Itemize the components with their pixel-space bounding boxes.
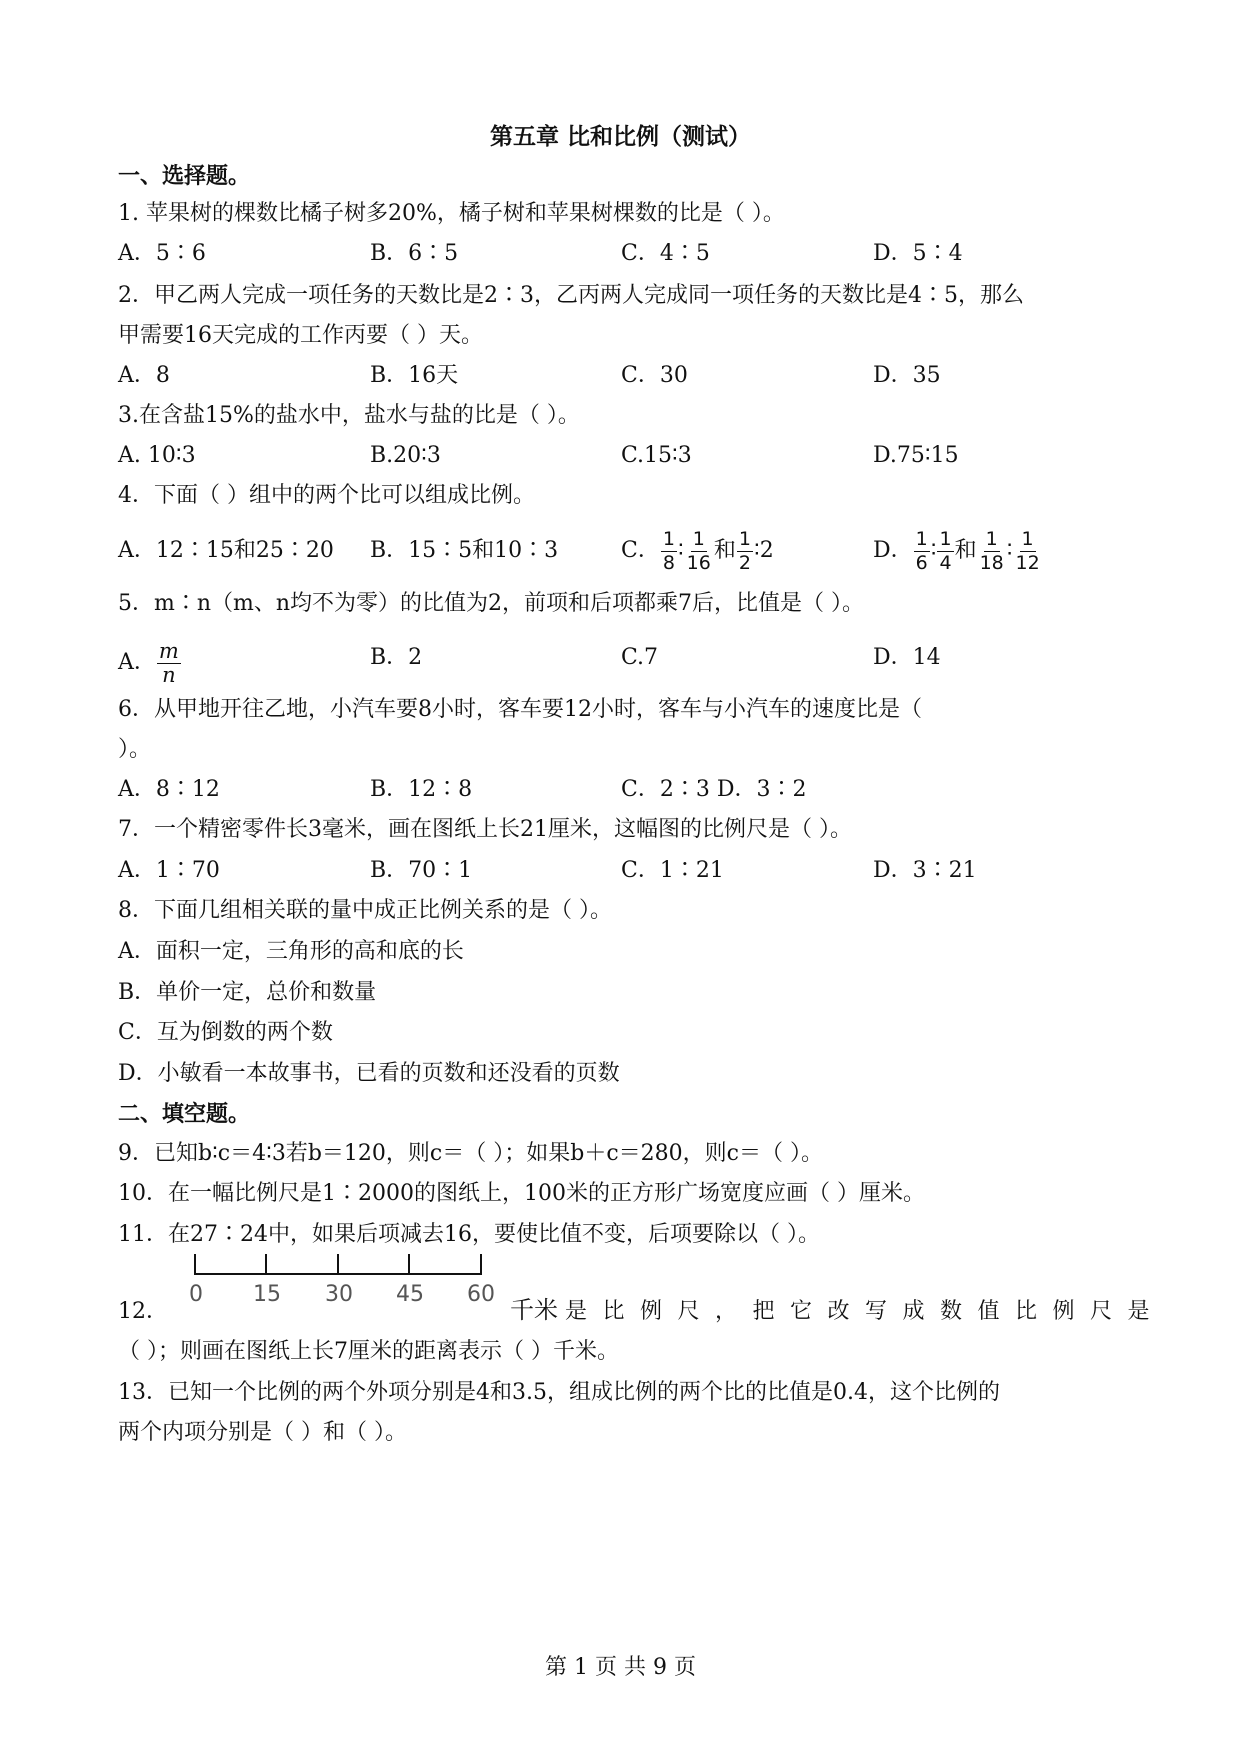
question-4-stem: 4．下面（ ）组中的两个比可以组成比例。 — [118, 483, 535, 508]
q3-option-c: C.15∶3 — [621, 443, 692, 468]
q8-option-c: C．互为倒数的两个数 — [118, 1020, 333, 1045]
q5-option-c: C.7 — [621, 645, 659, 670]
question-12-number: 12． — [118, 1299, 168, 1324]
question-2-stem-line1: 2．甲乙两人完成一项任务的天数比是2∶3，乙丙两人完成同一项任务的天数比是4∶5，那么 — [118, 283, 1024, 308]
question-6-stem-line2: ）。 — [118, 737, 152, 762]
q2-option-b: B．16天 — [370, 363, 459, 388]
question-5-stem: 5．m∶n（m、n均不为零）的比值为2，前项和后项都乘7后，比值是（ ）。 — [118, 591, 865, 616]
scale-label-30: 30 — [325, 1282, 353, 1307]
q8-option-b: B．单价一定，总价和数量 — [118, 980, 377, 1005]
q4-option-d-label: D． — [873, 538, 913, 563]
q7-option-a: A．1∶70 — [118, 858, 220, 883]
section-heading-choice: 一、选择题。 — [118, 163, 251, 189]
q5-option-b: B．2 — [370, 645, 423, 670]
question-13-stem-line2: 两个内项分别是（ ）和（ ）。 — [118, 1420, 407, 1445]
question-9: 9．已知b∶c＝4∶3若b＝120，则c＝（ ）；如果b＋c＝280，则c＝（ ）。 — [118, 1141, 823, 1166]
question-12-stem-line2: （ ）；则画在图纸上长7厘米的距离表示（ ）千米。 — [118, 1339, 619, 1364]
q6-option-cd: C．2∶3 D．3∶2 — [621, 777, 807, 802]
q1-option-d: D．5∶4 — [873, 241, 963, 266]
q5-option-a-label: A． — [118, 650, 156, 675]
scale-label-60: 60 — [467, 1282, 495, 1307]
question-6-stem-line1: 6．从甲地开往乙地，小汽车要8小时，客车要12小时，客车与小汽车的速度比是（ — [118, 697, 922, 722]
q4-option-a: A．12∶15和25∶20 — [118, 538, 334, 563]
ratio-colon: ∶ — [1006, 538, 1013, 563]
q4-option-c-label: C． — [621, 538, 660, 563]
q3-option-a: A. 10∶3 — [118, 443, 196, 468]
fraction: $\frac{1}{8}$ — [662, 527, 675, 574]
fraction: $\frac{1}{12}$ — [1015, 527, 1040, 574]
page-footer: 第 1 页 共 9 页 — [545, 1655, 696, 1680]
question-1-stem: 1. 苹果树的棵数比橘子树多20%，橘子树和苹果树棵数的比是（ ）。 — [118, 201, 785, 226]
q8-option-d: D．小敏看一本故事书，已看的页数和还没看的页数 — [118, 1061, 620, 1086]
ratio-colon: ∶ — [930, 538, 937, 563]
q3-option-b: B.20∶3 — [370, 443, 441, 468]
fraction: $\frac{1}{2}$ — [738, 527, 751, 574]
ratio-colon: ∶ — [677, 538, 684, 563]
scale-unit: 千米 — [510, 1296, 558, 1324]
question-10: 10．在一幅比例尺是1∶2000的图纸上，100米的正方形广场宽度应画（ ）厘米。 — [118, 1181, 925, 1206]
question-7-stem: 7．一个精密零件长3毫米，画在图纸上长21厘米，这幅图的比例尺是（ ）。 — [118, 817, 852, 842]
q4-option-c — [621, 513, 774, 589]
q7-option-c: C．1∶21 — [621, 858, 724, 883]
question-3-stem: 3.在含盐15%的盐水中，盐水与盐的比是（ ）。 — [118, 403, 580, 428]
question-13-stem-line1: 13．已知一个比例的两个外项分别是4和3.5，组成比例的两个比的比值是0.4，这个比例的 — [118, 1380, 1000, 1405]
q3-option-d: D.75∶15 — [873, 443, 959, 468]
fraction: $\frac{1}{6}$ — [915, 527, 928, 574]
q4-option-b: B．15∶5和10∶3 — [370, 538, 559, 563]
q1-option-b: B．6∶5 — [370, 241, 459, 266]
ratio-tail: ∶2 — [753, 538, 774, 563]
fraction: $\frac{m}{n}$ — [158, 638, 179, 687]
q6-option-b: B．12∶8 — [370, 777, 473, 802]
question-2-stem-line2: 甲需要16天完成的工作丙要（ ）天。 — [118, 323, 483, 348]
q7-option-d: D．3∶21 — [873, 858, 977, 883]
fraction: $\frac{1}{4}$ — [939, 527, 952, 574]
q1-option-a: A．5∶6 — [118, 241, 206, 266]
q2-option-d: D．35 — [873, 363, 941, 388]
conjunction: 和 — [954, 538, 977, 563]
scale-label-0: 0 — [189, 1282, 203, 1307]
scale-bar — [189, 1250, 495, 1320]
question-12-stem-tail: 是比例尺，把它改写成数值比例尺是 — [565, 1299, 1166, 1324]
fraction: $\frac{1}{16}$ — [686, 527, 711, 574]
scale-bar-ruler-icon — [193, 1250, 483, 1278]
q6-option-a: A．8∶12 — [118, 777, 220, 802]
question-8-stem: 8．下面几组相关联的量中成正比例关系的是（ ）。 — [118, 898, 612, 923]
fraction: $\frac{1}{18}$ — [979, 527, 1004, 574]
q5-option-a — [118, 625, 182, 701]
q1-option-c: C．4∶5 — [621, 241, 710, 266]
conjunction: 和 — [713, 538, 736, 563]
q2-option-c: C．30 — [621, 363, 688, 388]
q4-option-d — [873, 513, 1043, 589]
q8-option-a: A．面积一定，三角形的高和底的长 — [118, 939, 464, 964]
question-11: 11．在27∶24中，如果后项减去16，要使比值不变，后项要除以（ ）。 — [118, 1222, 820, 1247]
scale-label-45: 45 — [396, 1282, 424, 1307]
section-heading-fill: 二、填空题。 — [118, 1101, 251, 1127]
q7-option-b: B．70∶1 — [370, 858, 473, 883]
scale-label-15: 15 — [253, 1282, 281, 1307]
page-title: 第五章 比和比例（测试） — [489, 123, 751, 150]
q2-option-a: A．8 — [118, 363, 170, 388]
q5-option-d: D．14 — [873, 645, 941, 670]
